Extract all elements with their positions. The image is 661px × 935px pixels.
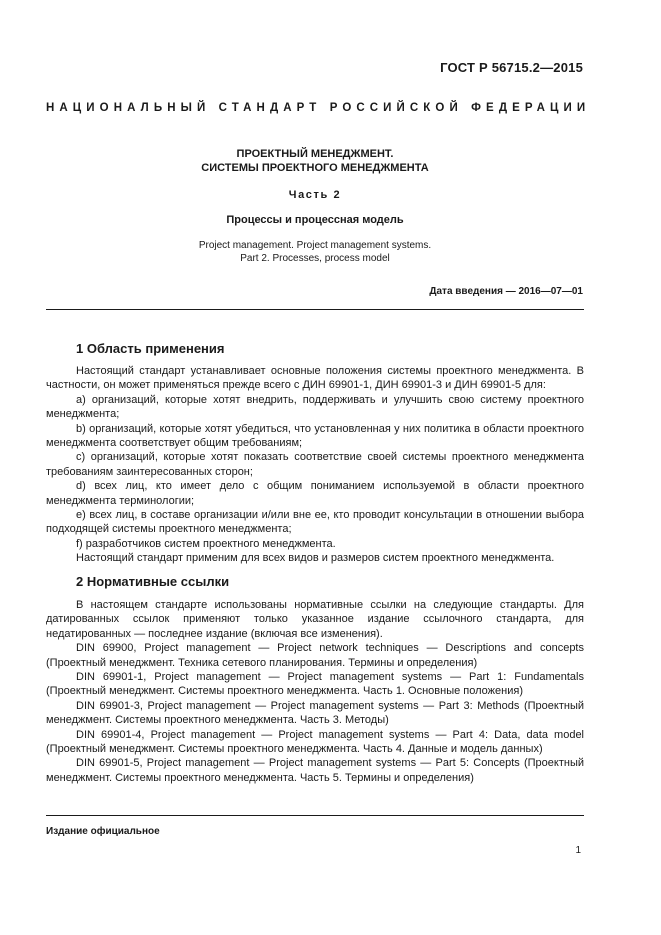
section-2-body (46, 598, 584, 785)
title-block (46, 147, 584, 265)
section-2-heading: 2 Нормативные ссылки (76, 574, 230, 589)
footer-divider (46, 815, 584, 816)
national-standard-heading: НАЦИОНАЛЬНЫЙ СТАНДАРТ РОССИЙСКОЙ ФЕДЕРАЦИИ (46, 102, 591, 114)
list-item: c) организаций, которые хотят показать соответствие своей системы проектного менеджмента требованиям заинтересованных сторон; (46, 451, 584, 478)
title-line-1: ПРОЕКТНЫЙ МЕНЕДЖМЕНТ. (236, 148, 394, 160)
list-item: f) разработчиков систем проектного менеджмента. (76, 537, 336, 550)
header-divider (46, 309, 584, 310)
part-label: Часть 2 (288, 189, 342, 201)
document-code: ГОСТ Р 56715.2—2015 (440, 60, 583, 75)
reference-item: DIN 69901-5, Project management — Project management systems — Part 5: Concepts (Проектный менеджмент. Системы проектного менеджмента. Часть 5. Термины и определения) (46, 757, 584, 784)
introduction-date: Дата введения — 2016—07—01 (429, 286, 583, 297)
subtitle: Процессы и процессная модель (226, 214, 404, 226)
reference-item: DIN 69901-3, Project management — Project management systems — Part 3: Methods (Проектный менеджмент. Системы проектного менеджмента. Часть 3. Методы) (46, 699, 584, 727)
paragraph: Настоящий стандарт устанавливает основные положения системы проектного менеджмента. В частности, он может применяться прежде всего с ДИН 69901-1, ДИН 69901-3 и ДИН 69901-5 для: (46, 365, 584, 392)
list-item: e) всех лиц, в составе организации и/или вне ее, кто проводит консультации в отношении выбора подходящей системы проектного менеджмента; (46, 509, 584, 536)
english-title-line-2: Part 2. Processes, process model (240, 253, 390, 264)
paragraph: В настоящем стандарте использованы нормативные ссылки на следующие стандарты. Для датированных ссылок применяют только указанное издание ссылочного стандарта, для недатированных — последнее издание (включая все изменения). (46, 599, 584, 640)
list-item: a) организаций, которые хотят внедрить, поддерживать и улучшить свою систему проектного менеджмента; (46, 393, 584, 421)
reference-item: DIN 69901-1, Project management — Project management systems — Part 1: Fundamentals (Проектный менеджмент. Системы проектного менеджмента. Часть 1. Основные положения) (46, 671, 584, 698)
page-number: 1 (575, 845, 581, 856)
official-edition-label: Издание официальное (46, 826, 160, 837)
list-item: b) организаций, которые хотят убедиться, что установленная у них политика в области проектного менеджмента соответствует общим требованиям; (46, 422, 584, 450)
section-1-body (46, 364, 584, 566)
reference-item: DIN 69900, Project management — Project network techniques — Descriptions and concepts (Проектный менеджмент. Техника сетевого планирования. Термины и определения) (46, 642, 584, 669)
list-item: d) всех лиц, кто имеет дело с общим пониманием используемой в области проектного менеджмента терминологии; (46, 480, 584, 507)
paragraph: Настоящий стандарт применим для всех видов и размеров систем проектного менеджмента. (76, 552, 555, 565)
section-1-heading: 1 Область применения (76, 341, 225, 356)
title-line-2: СИСТЕМЫ ПРОЕКТНОГО МЕНЕДЖМЕНТА (201, 162, 429, 174)
english-title-line-1: Project management. Project management systems. (198, 240, 432, 251)
reference-item: DIN 69901-4, Project management — Project management systems — Part 4: Data, data model (Проектный менеджмент. Системы проектного менеджмента. Часть 4. Данные и модель данных) (46, 728, 584, 756)
